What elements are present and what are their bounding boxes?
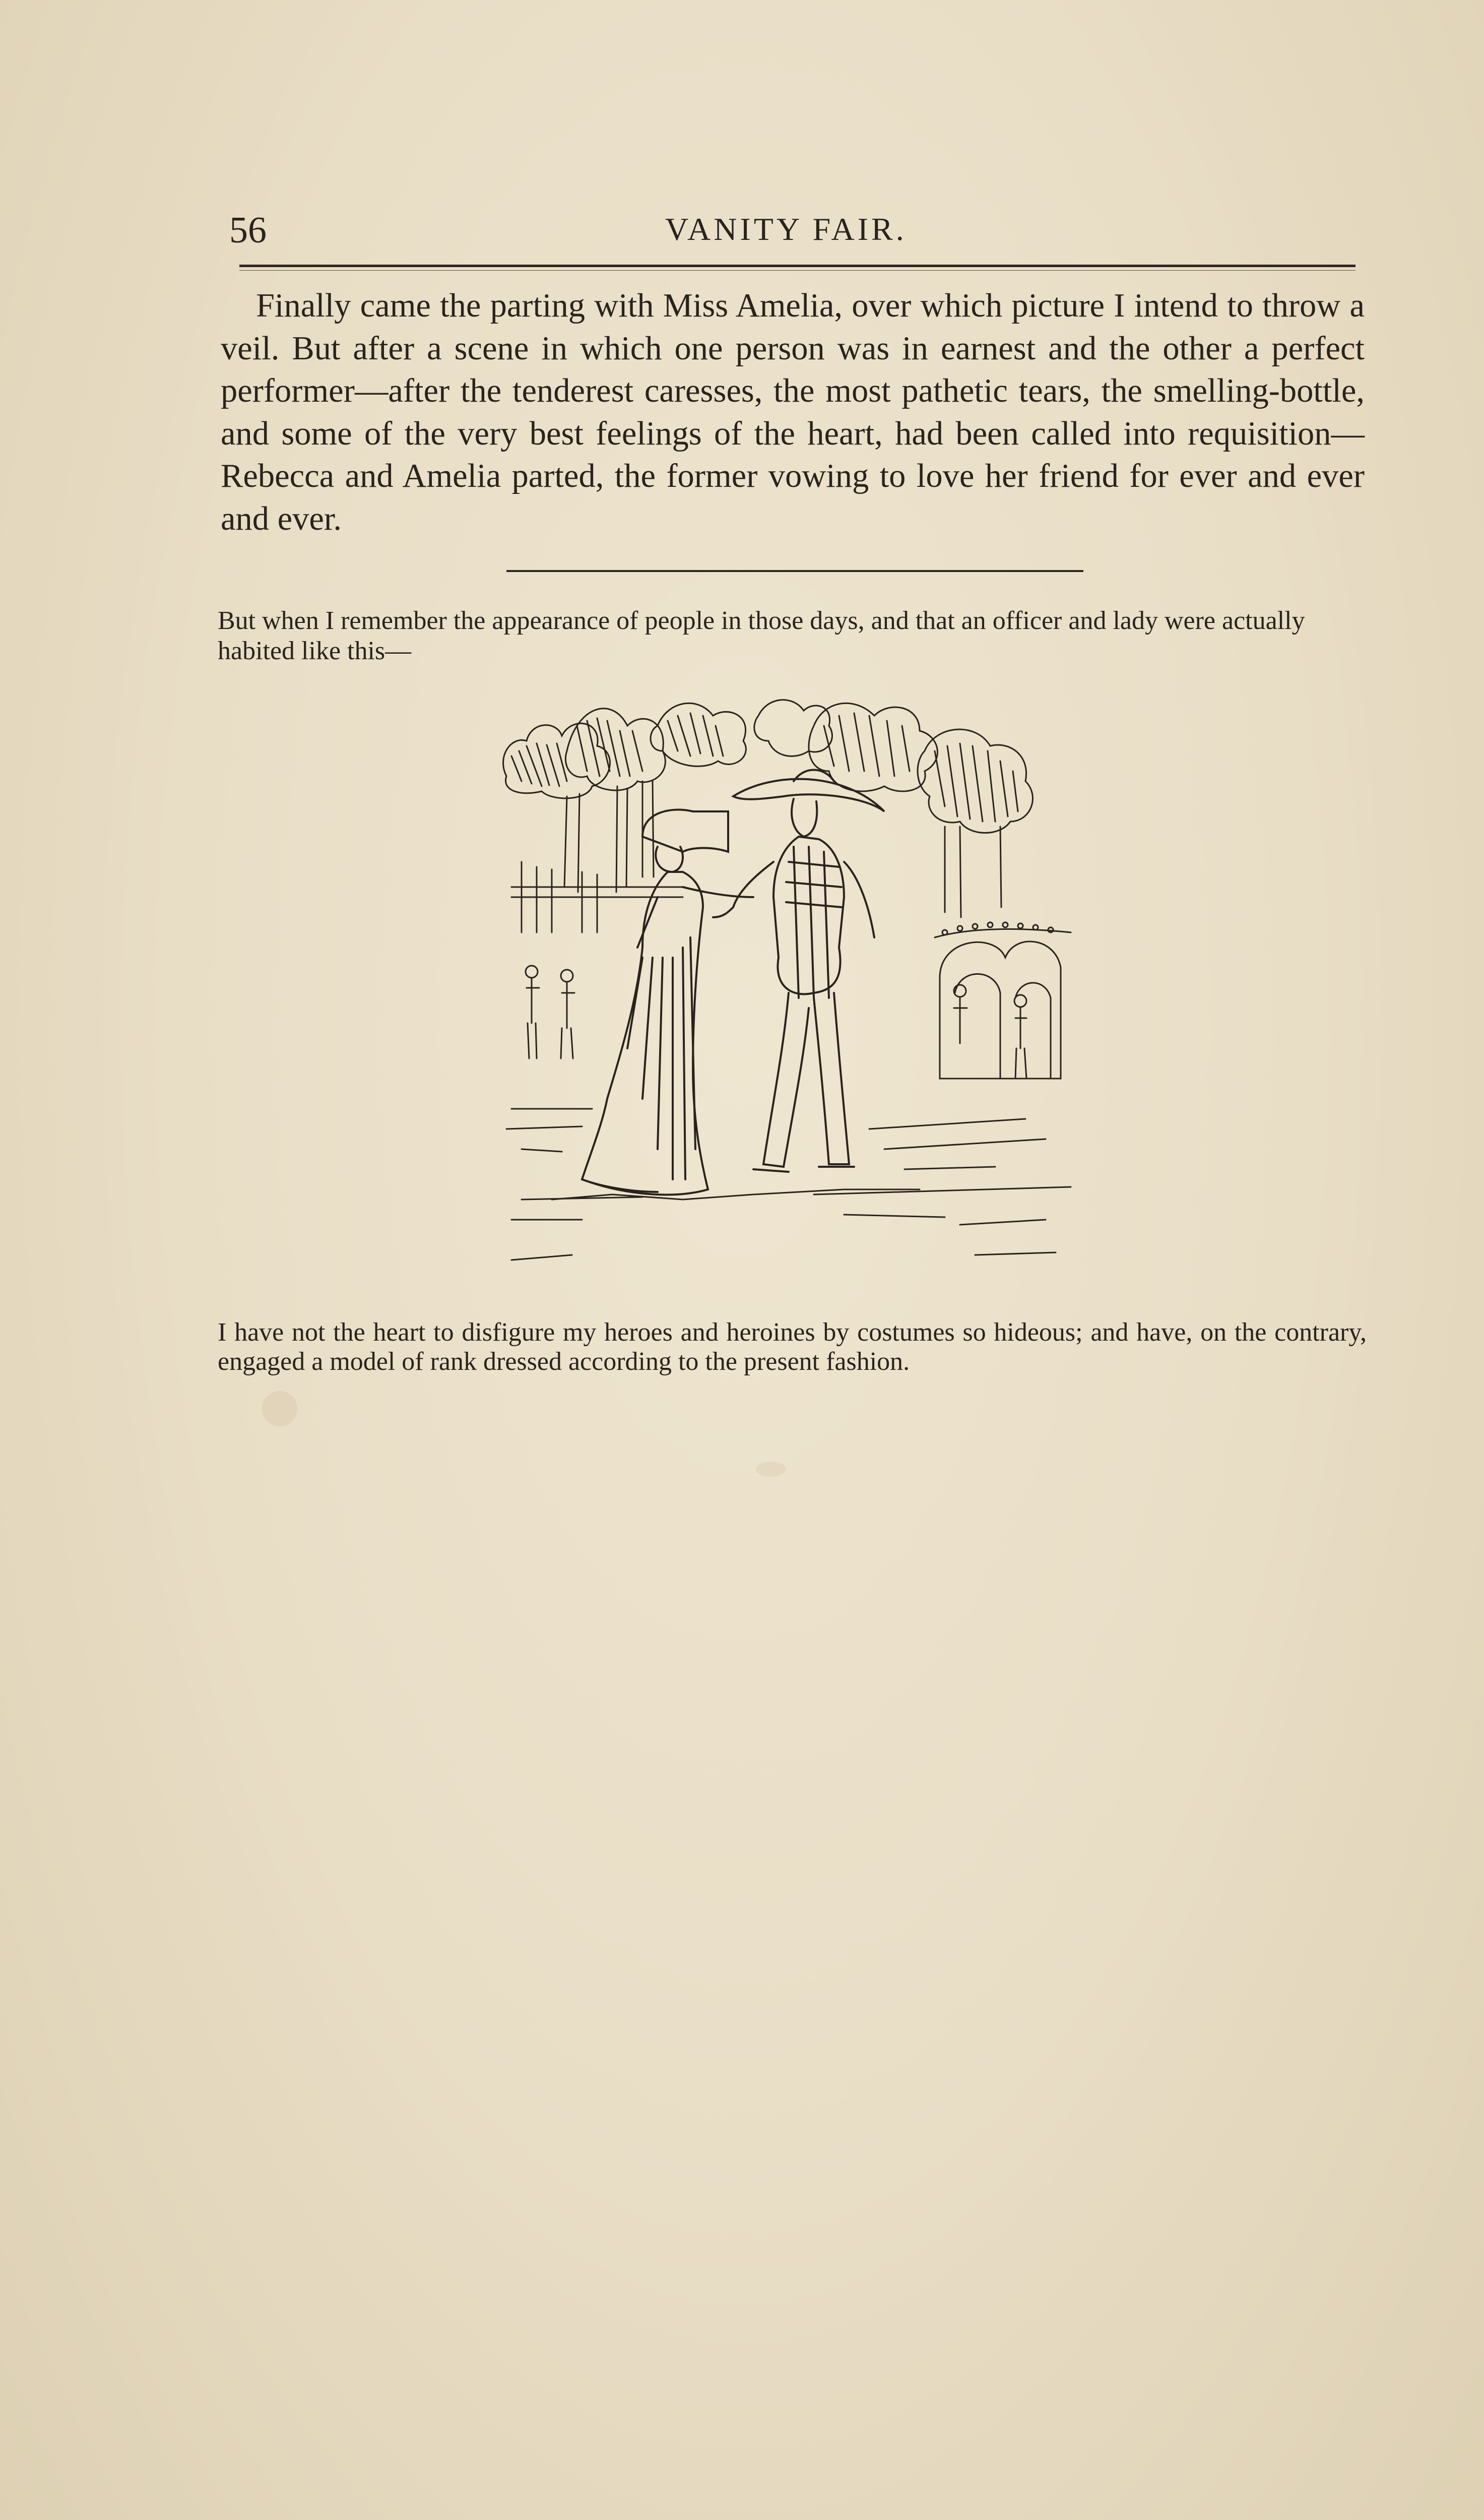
page-header	[222, 207, 1358, 262]
header-rule-thin	[239, 270, 1356, 271]
distant-figures	[526, 966, 1026, 1079]
lady-figure	[582, 810, 753, 1195]
ground	[506, 1109, 1071, 1260]
paper-stain	[262, 1391, 297, 1426]
header-rule	[239, 265, 1356, 267]
caption-above-illustration: But when I remember the appearance of people in those days, and that an officer and lady were actually habited like this—	[218, 606, 1305, 665]
officer-figure	[713, 770, 884, 1172]
archway	[935, 922, 1071, 1079]
trees-left	[503, 703, 746, 798]
body-paragraph: Finally came the parting with Miss Amelia, over which picture I intend to throw a veil. But after a scene in which one person was in earnest and the other a perfect performer—after the tenderest caresses, the most pathetic tears, the smelling-bottle, and some of the very best feelings of the heart, had been called into requisition—Rebecca and Amelia parted, the former vowing to love her friend for ever and ever and ever.	[221, 287, 1365, 537]
page-number: 56	[229, 210, 267, 251]
trees-right	[754, 700, 1033, 833]
tree-trunks	[511, 781, 1001, 932]
engraving-officer-and-lady	[491, 696, 1091, 1285]
caption-below-illustration: I have not the heart to disfigure my heroes and heroines by costumes so hideous; and have, on the contrary, engaged a model of rank dressed according to the present fashion.	[218, 1318, 1367, 1376]
running-title: VANITY FAIR.	[665, 211, 907, 247]
section-divider	[506, 570, 1083, 572]
paper-stain	[756, 1462, 786, 1477]
